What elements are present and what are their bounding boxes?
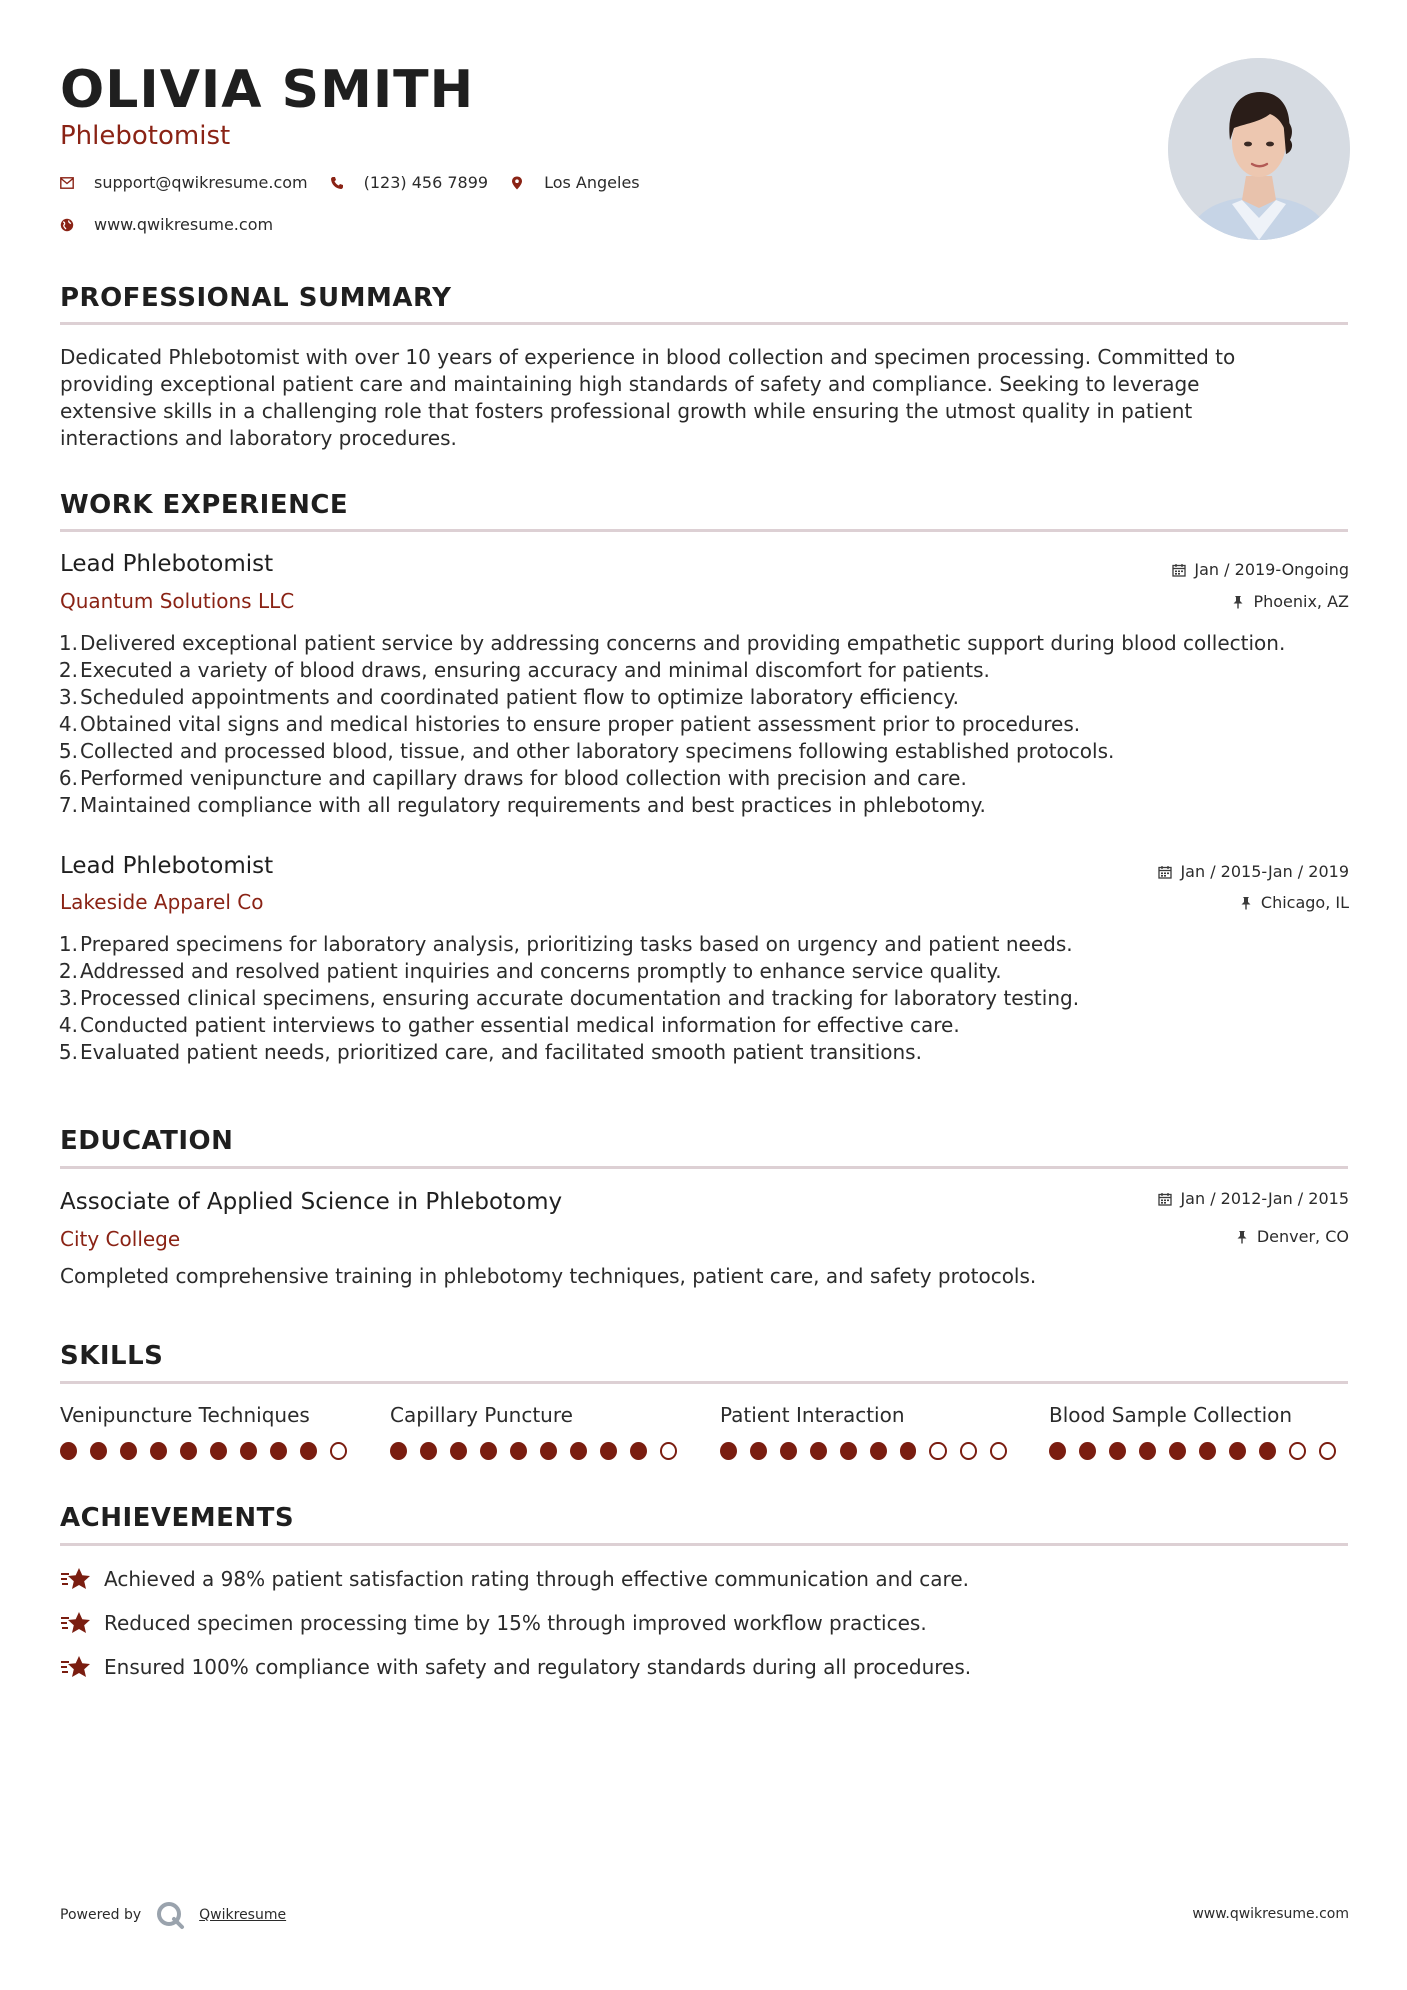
list-item: 1. Prepared specimens for laboratory analysis, prioritizing tasks based on urgency and patient needs. — [58, 932, 1073, 956]
rating-dot-filled — [60, 1442, 77, 1460]
job-location: Phoenix, AZ — [1231, 592, 1349, 612]
calendar-icon — [1172, 563, 1186, 577]
list-item: 2. Addressed and resolved patient inquiries and concerns promptly to enhance service quality. — [58, 959, 1002, 983]
star-icon — [60, 1566, 92, 1592]
section-title-skills: SKILLS — [60, 1341, 164, 1371]
rating-dot-filled — [300, 1442, 317, 1460]
candidate-title: Phlebotomist — [60, 121, 231, 151]
rating-dot-filled — [840, 1442, 857, 1460]
job-bullets — [52, 931, 1352, 1066]
envelope-icon — [60, 176, 74, 190]
pushpin-icon — [1239, 896, 1253, 910]
section-divider — [60, 1543, 1348, 1546]
rating-dot-filled — [1049, 1442, 1066, 1460]
contact-phone[interactable]: (123) 456 7899 — [330, 173, 488, 193]
list-item: 4. Obtained vital signs and medical histories to ensure proper patient assessment prior to procedures. — [58, 712, 1081, 736]
rating-dot-empty — [990, 1442, 1007, 1460]
list-item: 3. Processed clinical specimens, ensuring accurate documentation and tracking for laboratory testing. — [58, 986, 1080, 1010]
job-role: Lead Phlebotomist — [60, 551, 274, 577]
achievement-item: Achieved a 98% patient satisfaction rating through effective communication and care. — [60, 1566, 969, 1592]
skill-rating — [1049, 1442, 1349, 1460]
list-item: 5. Collected and processed blood, tissue, and other laboratory specimens following established protocols. — [58, 739, 1115, 763]
skill-name: Blood Sample Collection — [1049, 1403, 1293, 1427]
section-divider — [60, 322, 1348, 325]
rating-dot-empty — [1289, 1442, 1306, 1460]
pushpin-icon — [1235, 1230, 1249, 1244]
rating-dot-filled — [240, 1442, 257, 1460]
rating-dot-filled — [1259, 1442, 1276, 1460]
list-item: 5. Evaluated patient needs, prioritized care, and facilitated smooth patient transitions. — [58, 1040, 922, 1064]
rating-dot-filled — [780, 1442, 797, 1460]
achievement-item: Ensured 100% compliance with safety and regulatory standards during all procedures. — [60, 1654, 971, 1680]
star-icon — [60, 1654, 92, 1680]
section-divider — [60, 1166, 1348, 1169]
list-item: 2. Executed a variety of blood draws, ensuring accuracy and minimal discomfort for patients. — [58, 658, 990, 682]
section-title-education: EDUCATION — [60, 1126, 234, 1156]
skill-item — [60, 1402, 360, 1460]
list-item: 6. Performed venipuncture and capillary draws for blood collection with precision and care. — [58, 766, 967, 790]
rating-dot-filled — [210, 1442, 227, 1460]
rating-dot-empty — [660, 1442, 677, 1460]
rating-dot-filled — [390, 1442, 407, 1460]
calendar-icon — [1158, 865, 1172, 879]
rating-dot-filled — [120, 1442, 137, 1460]
job-role: Lead Phlebotomist — [60, 853, 274, 879]
rating-dot-filled — [90, 1442, 107, 1460]
rating-dot-empty — [330, 1442, 347, 1460]
rating-dot-filled — [900, 1442, 917, 1460]
skill-rating — [720, 1442, 1020, 1460]
education-description: Completed comprehensive training in phlebotomy techniques, patient care, and safety protocols. — [60, 1264, 1037, 1288]
contact-row-2 — [60, 215, 295, 235]
skill-item — [1049, 1402, 1349, 1460]
section-title-achievements: ACHIEVEMENTS — [60, 1503, 295, 1533]
contact-email[interactable]: support@qwikresume.com — [60, 173, 308, 193]
list-item: 7. Maintained compliance with all regulatory requirements and best practices in phlebotomy. — [58, 793, 986, 817]
skill-item — [390, 1402, 690, 1460]
list-item: 4. Conducted patient interviews to gather essential medical information for effective care. — [58, 1013, 960, 1037]
rating-dot-empty — [1319, 1442, 1336, 1460]
qwikresume-logo-icon — [155, 1900, 185, 1930]
rating-dot-filled — [600, 1442, 617, 1460]
skill-rating — [60, 1442, 360, 1460]
education-dates: Jan / 2012-Jan / 2015 — [1158, 1189, 1349, 1209]
skill-item — [720, 1402, 1020, 1460]
rating-dot-empty — [929, 1442, 946, 1460]
rating-dot-filled — [570, 1442, 587, 1460]
job-bullets — [52, 630, 1352, 819]
rating-dot-filled — [870, 1442, 887, 1460]
rating-dot-filled — [270, 1442, 287, 1460]
contact-location: Los Angeles — [510, 173, 640, 193]
globe-icon — [60, 218, 74, 232]
footer-url[interactable]: www.qwikresume.com — [1192, 1906, 1349, 1922]
rating-dot-filled — [1169, 1442, 1186, 1460]
rating-dot-filled — [540, 1442, 557, 1460]
summary-text: Dedicated Phlebotomist with over 10 years of experience in blood collection and specimen processing. Committed to providing exceptional patient care and maintaining high standards of safety and compliance. Seeking to leverage extensive skills in a challenging role that fosters professional growth while ensuring the utmost quality in patient interactions and laboratory procedures. — [60, 345, 1236, 450]
rating-dot-filled — [180, 1442, 197, 1460]
rating-dot-filled — [150, 1442, 167, 1460]
candidate-name: OLIVIA SMITH — [60, 60, 475, 120]
job-dates: Jan / 2019-Ongoing — [1172, 560, 1349, 580]
section-divider — [60, 1381, 1348, 1384]
star-icon — [60, 1610, 92, 1636]
rating-dot-filled — [720, 1442, 737, 1460]
rating-dot-filled — [1079, 1442, 1096, 1460]
skill-rating — [390, 1442, 690, 1460]
section-title-experience: WORK EXPERIENCE — [60, 490, 349, 520]
rating-dot-filled — [750, 1442, 767, 1460]
contact-website[interactable]: www.qwikresume.com — [60, 215, 273, 235]
rating-dot-filled — [420, 1442, 437, 1460]
list-item: 1. Delivered exceptional patient service by addressing concerns and providing empathetic support during blood collection. — [58, 631, 1286, 655]
footer-powered-by: Powered by Qwikresume — [60, 1900, 286, 1930]
rating-dot-empty — [960, 1442, 977, 1460]
rating-dot-filled — [810, 1442, 827, 1460]
rating-dot-filled — [630, 1442, 647, 1460]
list-item: 3. Scheduled appointments and coordinated patient flow to optimize laboratory efficiency. — [58, 685, 959, 709]
job-dates: Jan / 2015-Jan / 2019 — [1158, 862, 1349, 882]
skill-name: Venipuncture Techniques — [60, 1403, 310, 1427]
rating-dot-filled — [1199, 1442, 1216, 1460]
map-pin-icon — [510, 176, 524, 190]
contact-row-1 — [60, 173, 662, 193]
job-location: Chicago, IL — [1239, 893, 1349, 913]
achievement-item: Reduced specimen processing time by 15% through improved workflow practices. — [60, 1610, 927, 1636]
phone-icon — [330, 176, 344, 190]
calendar-icon — [1158, 1192, 1172, 1206]
footer-brand-link[interactable]: Qwikresume — [199, 1907, 287, 1923]
education-degree: Associate of Applied Science in Phlebotomy — [60, 1189, 563, 1215]
skill-name: Patient Interaction — [720, 1403, 905, 1427]
section-title-summary: PROFESSIONAL SUMMARY — [60, 283, 452, 313]
education-location: Denver, CO — [1235, 1227, 1349, 1247]
job-company: Lakeside Apparel Co — [60, 890, 264, 914]
job-company: Quantum Solutions LLC — [60, 589, 295, 613]
pushpin-icon — [1231, 595, 1245, 609]
skill-name: Capillary Puncture — [390, 1403, 573, 1427]
education-school: City College — [60, 1227, 181, 1251]
rating-dot-filled — [510, 1442, 527, 1460]
rating-dot-filled — [1139, 1442, 1156, 1460]
section-divider — [60, 529, 1348, 532]
rating-dot-filled — [1109, 1442, 1126, 1460]
profile-photo — [1168, 58, 1350, 240]
rating-dot-filled — [450, 1442, 467, 1460]
rating-dot-filled — [1229, 1442, 1246, 1460]
rating-dot-filled — [480, 1442, 497, 1460]
